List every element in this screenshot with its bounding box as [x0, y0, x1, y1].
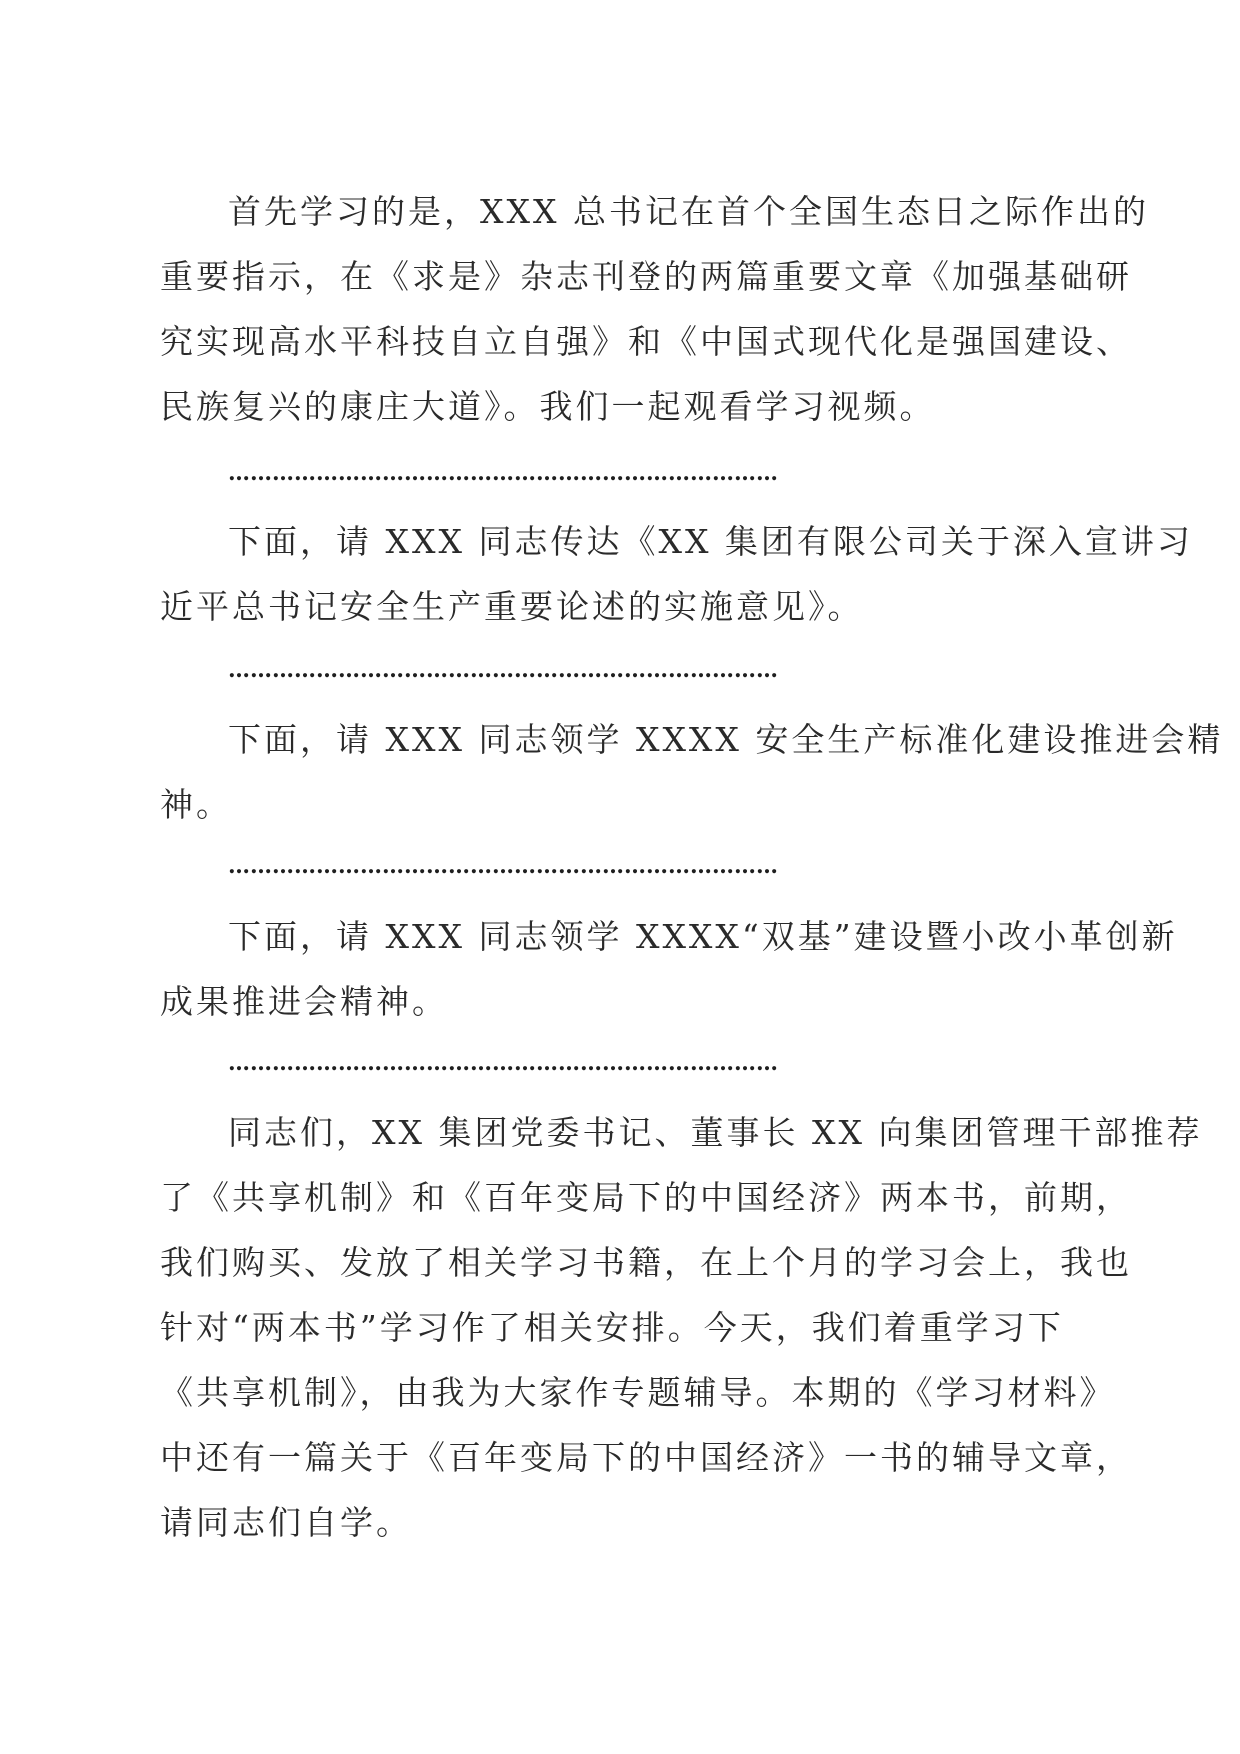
paragraph-1-line-4: 民族复兴的康庄大道》。我们一起观看学习视频。 [160, 387, 936, 426]
separator-dots-3: ………………………………………………………………… [228, 853, 778, 879]
paragraph-2-line-2: 近平总书记安全生产重要论述的实施意见》。 [160, 587, 864, 626]
paragraph-5-line-2: 了《共享机制》和《百年变局下的中国经济》两本书，前期， [160, 1178, 1132, 1217]
separator-dots-1: ………………………………………………………………… [228, 460, 778, 486]
paragraph-5-line-3: 我们购买、发放了相关学习书籍，在上个月的学习会上，我也 [160, 1243, 1132, 1282]
paragraph-5-line-5: 《共享机制》，由我为大家作专题辅导。本期的《学习材料》 [160, 1373, 1116, 1412]
paragraph-2-line-1: 下面，请 XXX 同志传达《XX 集团有限公司关于深入宣讲习 [228, 522, 1193, 561]
paragraph-3-line-1: 下面，请 XXX 同志领学 XXXX 安全生产标准化建设推进会精 [228, 720, 1224, 759]
paragraph-1-line-3: 究实现高水平科技自立自强》和《中国式现代化是强国建设、 [160, 322, 1132, 361]
paragraph-5-line-4: 针对“两本书”学习作了相关安排。今天，我们着重学习下 [160, 1308, 1064, 1347]
paragraph-5-line-1: 同志们，XX 集团党委书记、董事长 XX 向集团管理干部推荐 [228, 1113, 1203, 1152]
separator-dots-2: ………………………………………………………………… [228, 657, 778, 683]
paragraph-1-line-2: 重要指示，在《求是》杂志刊登的两篇重要文章《加强基础研 [160, 257, 1132, 296]
paragraph-4-line-2: 成果推进会精神。 [160, 982, 448, 1021]
paragraph-3-line-2: 神。 [160, 785, 232, 824]
paragraph-4-line-1: 下面，请 XXX 同志领学 XXXX“双基”建设暨小改小革创新 [228, 917, 1178, 956]
paragraph-5-line-7: 请同志们自学。 [160, 1503, 412, 1542]
paragraph-1-line-1: 首先学习的是，XXX 总书记在首个全国生态日之际作出的 [228, 192, 1149, 231]
separator-dots-4: ………………………………………………………………… [228, 1050, 778, 1076]
paragraph-5-line-6: 中还有一篇关于《百年变局下的中国经济》一书的辅导文章， [160, 1438, 1132, 1477]
